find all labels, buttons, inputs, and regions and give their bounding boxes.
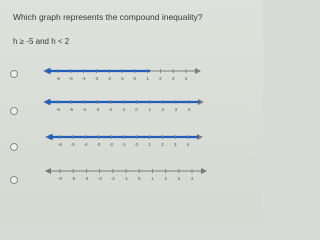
tick-label: -5 bbox=[68, 76, 73, 81]
tick-label: -4 bbox=[81, 76, 86, 81]
tick-label: -3 bbox=[97, 176, 102, 181]
tick-label: 1 bbox=[148, 142, 151, 147]
tick-label: 2 bbox=[161, 142, 164, 147]
tick-label: -4 bbox=[83, 142, 88, 147]
tick-label: 4 bbox=[190, 176, 194, 181]
tick-label: 4 bbox=[186, 142, 190, 147]
tick-label: -2 bbox=[107, 76, 112, 81]
question-prompt: Which graph represents the compound inequality? bbox=[13, 12, 203, 22]
tick-label: 0 bbox=[133, 76, 137, 81]
tick-label: 2 bbox=[159, 76, 162, 81]
tick-label: -2 bbox=[108, 107, 113, 112]
tick-label: 1 bbox=[146, 76, 149, 81]
tick-label: -1 bbox=[119, 76, 125, 81]
tick-label: 0 bbox=[135, 142, 139, 147]
tick-label: 1 bbox=[151, 176, 154, 181]
tick-label: -3 bbox=[94, 76, 99, 81]
tick-label: 0 bbox=[135, 107, 138, 112]
tick-label: 3 bbox=[171, 76, 175, 81]
tick-label: -6 bbox=[55, 107, 61, 112]
tick-label: -5 bbox=[69, 107, 74, 112]
tick-label: -4 bbox=[84, 176, 89, 181]
tick-label: 0 bbox=[137, 176, 141, 181]
tick-label: -2 bbox=[110, 176, 115, 181]
tick-label: -1 bbox=[121, 107, 126, 112]
tick-label: -1 bbox=[121, 142, 127, 147]
right-arrow-icon bbox=[201, 168, 207, 174]
tick-label: 1 bbox=[148, 107, 151, 112]
inequality-condition: h ≥ -5 and h < 2 bbox=[13, 37, 70, 46]
left-arrow-icon bbox=[45, 168, 51, 174]
tick-label: 3 bbox=[177, 176, 181, 181]
tick-label: 4 bbox=[184, 76, 188, 81]
tick-label: -3 bbox=[96, 142, 101, 147]
tick-label: -6 bbox=[57, 176, 63, 181]
tick-label: -3 bbox=[95, 107, 100, 112]
tick-label: -2 bbox=[109, 142, 114, 147]
tick-label: 3 bbox=[174, 107, 178, 112]
tick-label: 4 bbox=[187, 107, 191, 112]
tick-label: -5 bbox=[71, 176, 76, 181]
tick-label: -6 bbox=[55, 76, 61, 81]
tick-label: -4 bbox=[82, 107, 87, 112]
tick-label: -1 bbox=[123, 176, 129, 181]
tick-label: 3 bbox=[173, 142, 177, 147]
tick-label: -5 bbox=[70, 142, 75, 147]
tick-label: 2 bbox=[161, 107, 165, 112]
tick-label: 2 bbox=[164, 176, 167, 181]
tick-label: -6 bbox=[57, 142, 63, 147]
